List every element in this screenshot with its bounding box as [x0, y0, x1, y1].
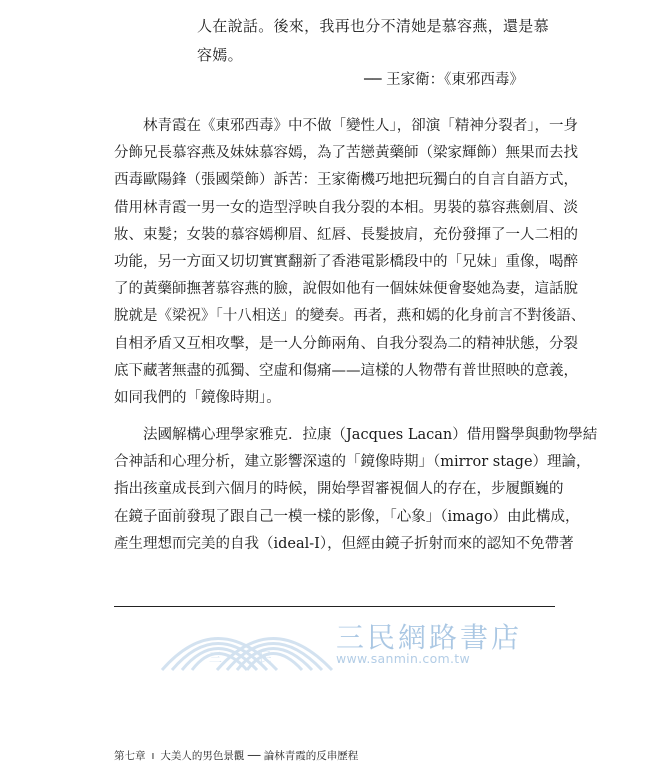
text-line: 法國解構心理學家雅克．拉康（Jacques Lacan）借用醫學與動物學結: [143, 427, 598, 443]
watermark-title: 三民網路書店: [336, 621, 523, 654]
body-paragraph-1: [114, 113, 586, 412]
text-line: 了的黃藥師撫著慕容燕的臉，說假如他有一個妹妹便會娶她為妻，這話脫: [114, 281, 578, 298]
epigraph-quote: [197, 12, 557, 70]
watermark-url: www.sanmin.com.tw: [336, 651, 471, 666]
quote-attribution: ── 王家衛：《東邪西毒》: [364, 72, 524, 88]
text-line: 指出孩童成長到六個月的時候，開始學習審視個人的存在，步履顫巍的: [114, 481, 564, 498]
quote-line: 人在說話。後來，我再也分不清她是慕容燕，還是慕: [197, 17, 549, 35]
text-line: 底下藏著無盡的孤獨、空虛和傷痛——這樣的人物帶有普世照映的意義，: [114, 362, 578, 379]
logo-char-left: 三: [209, 651, 223, 666]
footnote-divider: [114, 606, 555, 607]
text-line: 產生理想而完美的自我（ideal-I），但經由鏡子折射而來的認知不免帶著: [114, 535, 574, 552]
text-line: 功能，另一方面又切切實實翻新了香港電影橋段中的「兄妹」重像，喝醉: [114, 254, 578, 271]
text-line: 借用林青霞一男一女的造型浮映自我分裂的本相。男裝的慕容燕劍眉、淡: [114, 199, 578, 216]
text-line: 自相矛盾又互相攻擊，是一人分飾兩角、自我分裂為二的精神狀態，分裂: [114, 335, 578, 352]
logo-char-right: 民: [259, 651, 273, 666]
text-line: 西毒歐陽鋒（張國榮飾）訴苦：王家衛機巧地把玩獨白的自言自語方式，: [114, 172, 578, 189]
text-line: 林青霞在《東邪西毒》中不做「變性人」，卻演「精神分裂者」，一身: [143, 118, 578, 134]
text-line: 如同我們的「鏡像時期」。: [114, 390, 281, 407]
text-line: 分飾兄長慕容燕及妹妹慕容嫣，為了苦戀黃藥師（梁家輝飾）無果而去找: [114, 145, 578, 162]
text-line: 脫就是《梁祝》「十八相送」的變奏。再者，燕和嫣的化身前言不對後語、: [114, 308, 586, 325]
footer-chapter: 第七章: [114, 750, 146, 762]
text-line: 妝、束髮；女裝的慕容嫣柳眉、紅唇、長髮披肩，充份發揮了一人二相的: [114, 226, 578, 243]
quote-line: 容嫣。: [197, 46, 243, 64]
text-line: 在鏡子面前發現了跟自己一模一樣的影像，「心象」（imago）由此構成，: [114, 508, 580, 525]
footer-separator: ı: [151, 750, 155, 762]
text-line: 合神話和心理分析，建立影響深遠的「鏡像時期」（mirror stage）理論，: [114, 454, 591, 471]
page-footer: [114, 748, 358, 763]
body-paragraph-2: [114, 422, 598, 558]
footer-title: 大美人的男色景觀 ── 論林青霞的反串歷程: [160, 750, 359, 762]
